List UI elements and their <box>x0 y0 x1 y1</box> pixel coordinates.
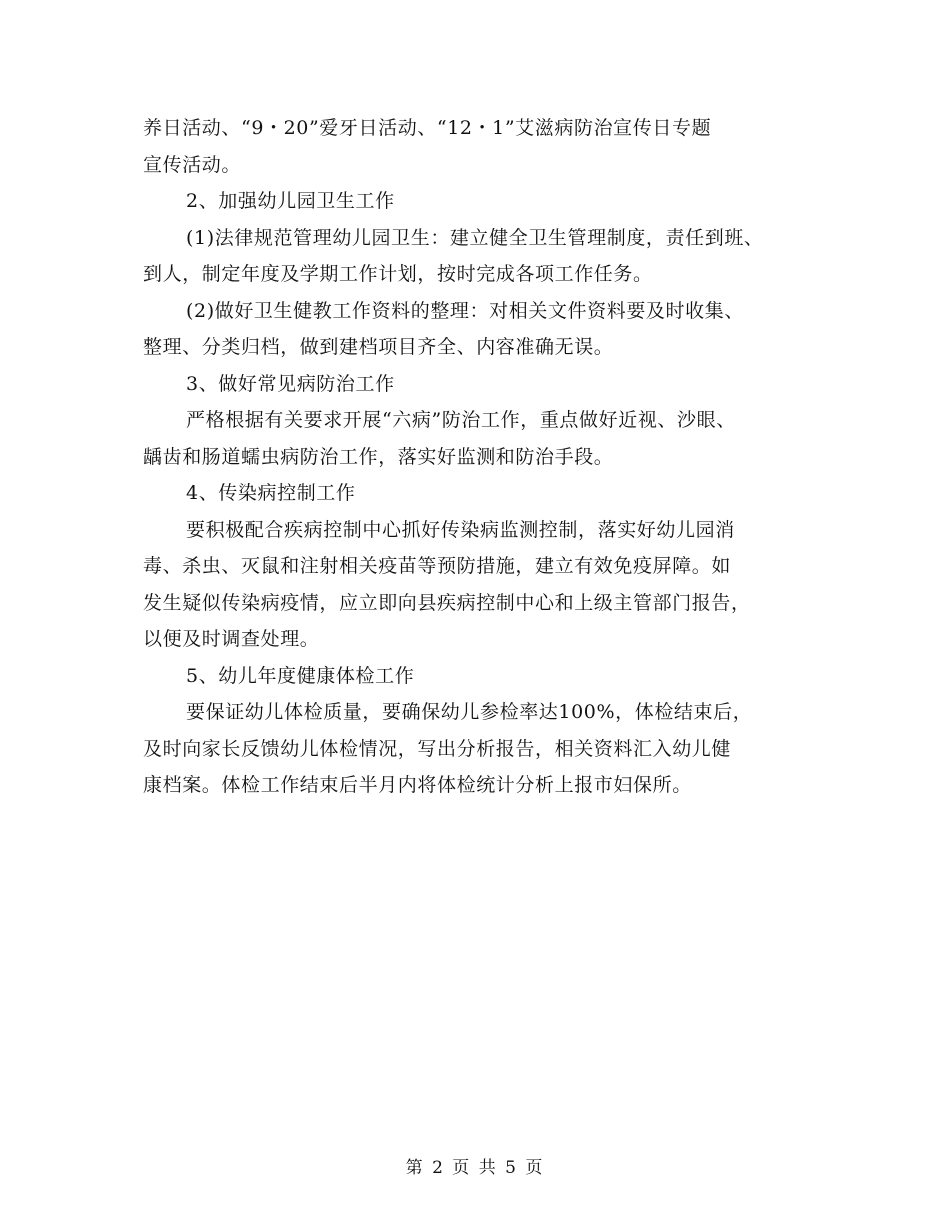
section-heading: 5、幼儿年度健康体检工作 <box>186 664 415 687</box>
text-line: 要积极配合疾病控制中心抓好传染病监测控制，落实好幼儿园消 <box>186 518 735 541</box>
section-heading: 4、传染病控制工作 <box>186 482 356 504</box>
text-line: 毒、杀虫、灭鼠和注射相关疫苗等预防措施，建立有效免疫屏障。如 <box>143 555 732 577</box>
page-number: 第 2 页 共 5 页 <box>405 1158 545 1178</box>
text-line: (1)法律规范管理幼儿园卫生：建立健全卫生管理制度，责任到班、 <box>186 226 764 249</box>
text-line: 发生疑似传染病疫情，应立即向县疾病控制中心和上级主管部门报告， <box>143 591 751 614</box>
section-heading: 3、做好常见病防治工作 <box>186 372 395 395</box>
text-line: (2)做好卫生健教工作资料的整理：对相关文件资料要及时收集、 <box>186 299 744 322</box>
text-line: 以便及时调查处理。 <box>143 628 320 650</box>
text-line: 龋齿和肠道蠕虫病防治工作，落实好监测和防治手段。 <box>143 445 614 468</box>
text-line: 整理、分类归档，做到建档项目齐全、内容准确无误。 <box>143 336 614 358</box>
text-line: 到人，制定年度及学期工作计划，按时完成各项工作任务。 <box>143 263 653 285</box>
document-body <box>143 110 823 804</box>
text-line: 康档案。体检工作结束后半月内将体检统计分析上报市妇保所。 <box>143 774 692 796</box>
text-line: 及时向家长反馈幼儿体检情况，写出分析报告，相关资料汇入幼儿健 <box>143 737 732 760</box>
text-line: 养日活动、“9・20”爱牙日活动、“12・1”艾滋病防治宣传日专题 <box>143 117 712 139</box>
text-line: 要保证幼儿体检质量，要确保幼儿参检率达100%，体检结束后， <box>186 701 753 723</box>
text-line: 严格根据有关要求开展“六病”防治工作，重点做好近视、沙眼、 <box>186 409 736 431</box>
text-line: 宣传活动。 <box>143 153 242 176</box>
section-heading: 2、加强幼儿园卫生工作 <box>186 190 395 212</box>
